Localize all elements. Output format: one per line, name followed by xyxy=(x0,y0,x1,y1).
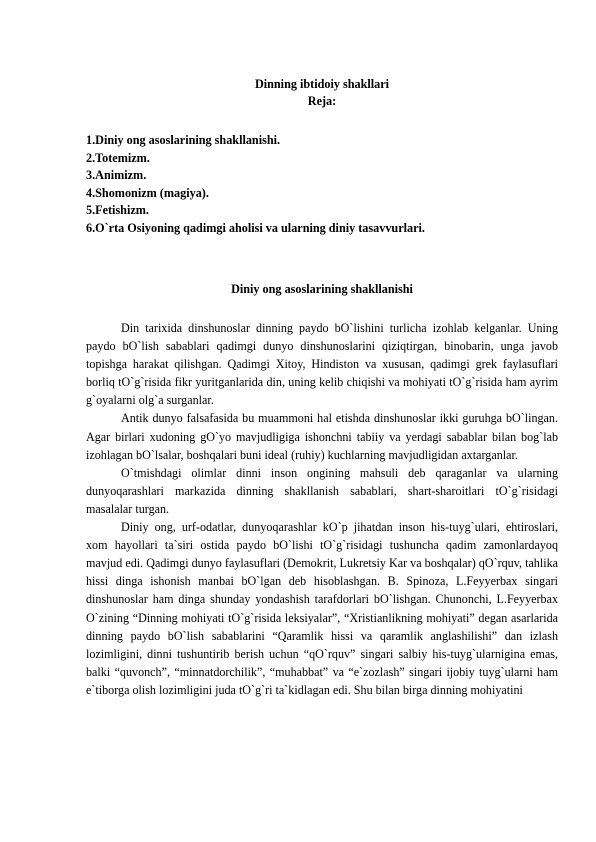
paragraph: Din tarixida dinshunoslar dinning paydo bO`lishini turlicha izohlab kelganlar. Uning paydo bO`lish sabablari qadimgi dunyo dinshunoslarini qiziqtirgan, binobarin, unga javob topishga harakat qilishgan. Qadimgi Xitoy, Hindiston va xususan, qadimgi grek faylasuflari borliq tO`g`risida fikr yuritganlarida din, uning kelib chiqishi va mohiyati tO`g`risida ham ayrim g`oyalarni olg`a surganlar. xyxy=(86,321,558,408)
plan-item: 6.O`rta Osiyoning qadimgi aholisi va ularning diniy tasavvurlari. xyxy=(86,220,425,235)
plan-item: 1.Diniy ong asoslarining shakllanishi. xyxy=(86,133,281,147)
plan-item: 4.Shomonizm (magiya). xyxy=(86,185,209,200)
plan-label: Reja: xyxy=(307,94,337,108)
paragraph: O`tmishdagi olimlar dinni inson ongining mahsuli deb qaraganlar va ularning dunyoqarashlari markazida dinning shakllanish sabablari, shart-sharoitlari tO`g`risidagi masalalar turgan. xyxy=(86,465,558,516)
plan-item: 3.Animizm. xyxy=(86,168,147,182)
document-page xyxy=(86,76,558,699)
plan-list xyxy=(86,132,558,237)
plan-item: 2.Totemizm. xyxy=(86,150,150,165)
section-title: Diniy ong asoslarining shakllanishi xyxy=(231,282,413,296)
document-title: Dinning ibtidoiy shakllari xyxy=(254,77,390,91)
paragraph: Antik dunyo falsafasida bu muammoni hal etishda dinshunoslar ikki guruhga bO`lingan. Agar birlari xudoning gO`yo mavjudligiga ishonchni tabiiy va yerdagi sabablar bilan bog`lab izohlagan bO`lsalar, boshqalari buni ideal (ruhiy) kuchlarning mavjudligidan axtarganlar. xyxy=(86,411,558,462)
section-body xyxy=(86,319,558,699)
paragraph: Diniy ong, urf-odatlar, dunyoqarashlar kO`p jihatdan inson his-tuyg`ulari, ehtiroslari, xom hayollari ta`siri ostida paydo bO`lishi tO`g`risidagi tushuncha qadim zamonlardayoq mavjud edi. Qadimgi dunyo faylasuflari (Demokrit, Lukretsiy Kar va boshqalar) qO`rquv, tahlika hissi dinga ishonish manbai bO`lgan deb hisoblashgan. B. Spinoza, L.Feyyerbax singari dinshunoslar ham dinga shunday yondashish tarafdorlari bO`lishgan. Chunonchi, L.Feyyerbax O`zining “Dinning mohiyati tO`g`risida leksiyalar”, “Xristianlikning mohiyati” degan asarlarida dinning paydo bO`lish sabablarini “Qaramlik hissi va qaramlik anglashilishi” dan izlash lozimligini, dinni tushuntirib berish uchun “qO`rquv” singari salbiy his-tuyg`ularnigina emas, balki “quvonch”, “minnatdorchilik”, “muhabbat” va “e`zozlash” singari ijobiy tuyg`ularni ham e`tiborga olish lozimligini juda tO`g`ri ta`kidlagan edi. Shu bilan birga dinning mohiyatini xyxy=(86,520,558,697)
plan-item: 5.Fetishizm. xyxy=(86,203,149,217)
